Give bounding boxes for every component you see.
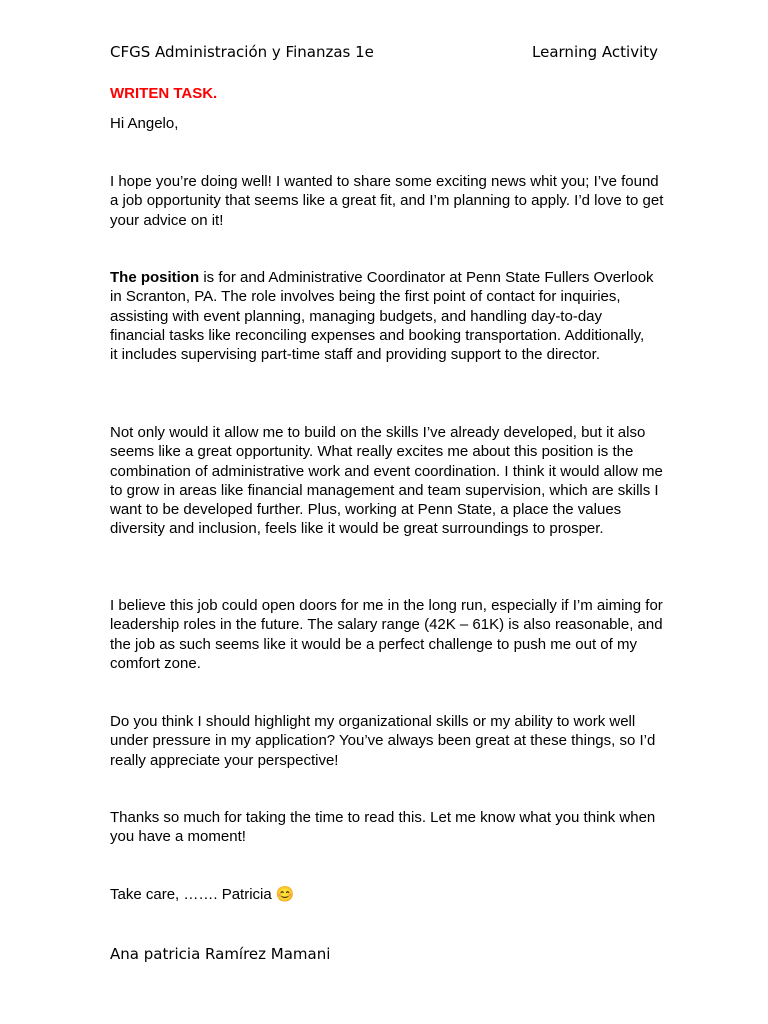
task-title: WRITEN TASK.	[110, 85, 218, 102]
paragraph-question: Do you think I should highlight my organizational skills or my ability to work well under pressure in my application? You’ve always been great at these things, so I’d really appreciate your perspective!	[110, 713, 656, 769]
page-header	[110, 42, 658, 62]
paragraph-position	[110, 268, 655, 364]
paragraph-intro: I hope you’re doing well! I wanted to share some exciting news whit you; I’ve found a job opportunity that seems like a great fit, and I’m planning to apply. I’d love to get your advice on it!	[110, 173, 664, 229]
activity-label: Learning Activity	[532, 43, 658, 61]
greeting: Hi Angelo,	[110, 115, 179, 132]
paragraph-thanks: Thanks so much for taking the time to read this. Let me know what you think when you have a moment!	[110, 809, 656, 846]
closing-line: Take care, ……. Patricia 😊	[110, 886, 295, 903]
signature: Ana patricia Ramírez Mamani	[110, 945, 331, 963]
paragraph-motivation: Not only would it allow me to build on the skills I’ve already developed, but it also seems like a great opportunity. What really excites me about this position is the combination of administrative work and event coordination. I think it would allow me to grow in areas like financial management and team supervision, which are skills I want to be developed further. Plus, working at Penn State, a place the values diversity and inclusion, feels like it would be great surroundings to prosper.	[110, 424, 663, 538]
position-bold-lead: The position	[110, 269, 200, 286]
position-description: is for and Administrative Coordinator at Penn State Fullers Overlook in Scranton, PA. The role involves being the first point of contact for inquiries, assisting with event planning, managing budgets, and handling day-to-day financial tasks like reconciling expenses and booking transportation. Additionally, it includes supervising part-time staff and providing support to the director.	[110, 269, 654, 364]
paragraph-future: I believe this job could open doors for me in the long run, especially if I’m aiming for leadership roles in the future. The salary range (42K – 61K) is also reasonable, and the job as such seems like it would be a perfect challenge to push me out of my comfort zone.	[110, 597, 663, 672]
course-name: CFGS Administración y Finanzas 1e	[110, 43, 374, 61]
